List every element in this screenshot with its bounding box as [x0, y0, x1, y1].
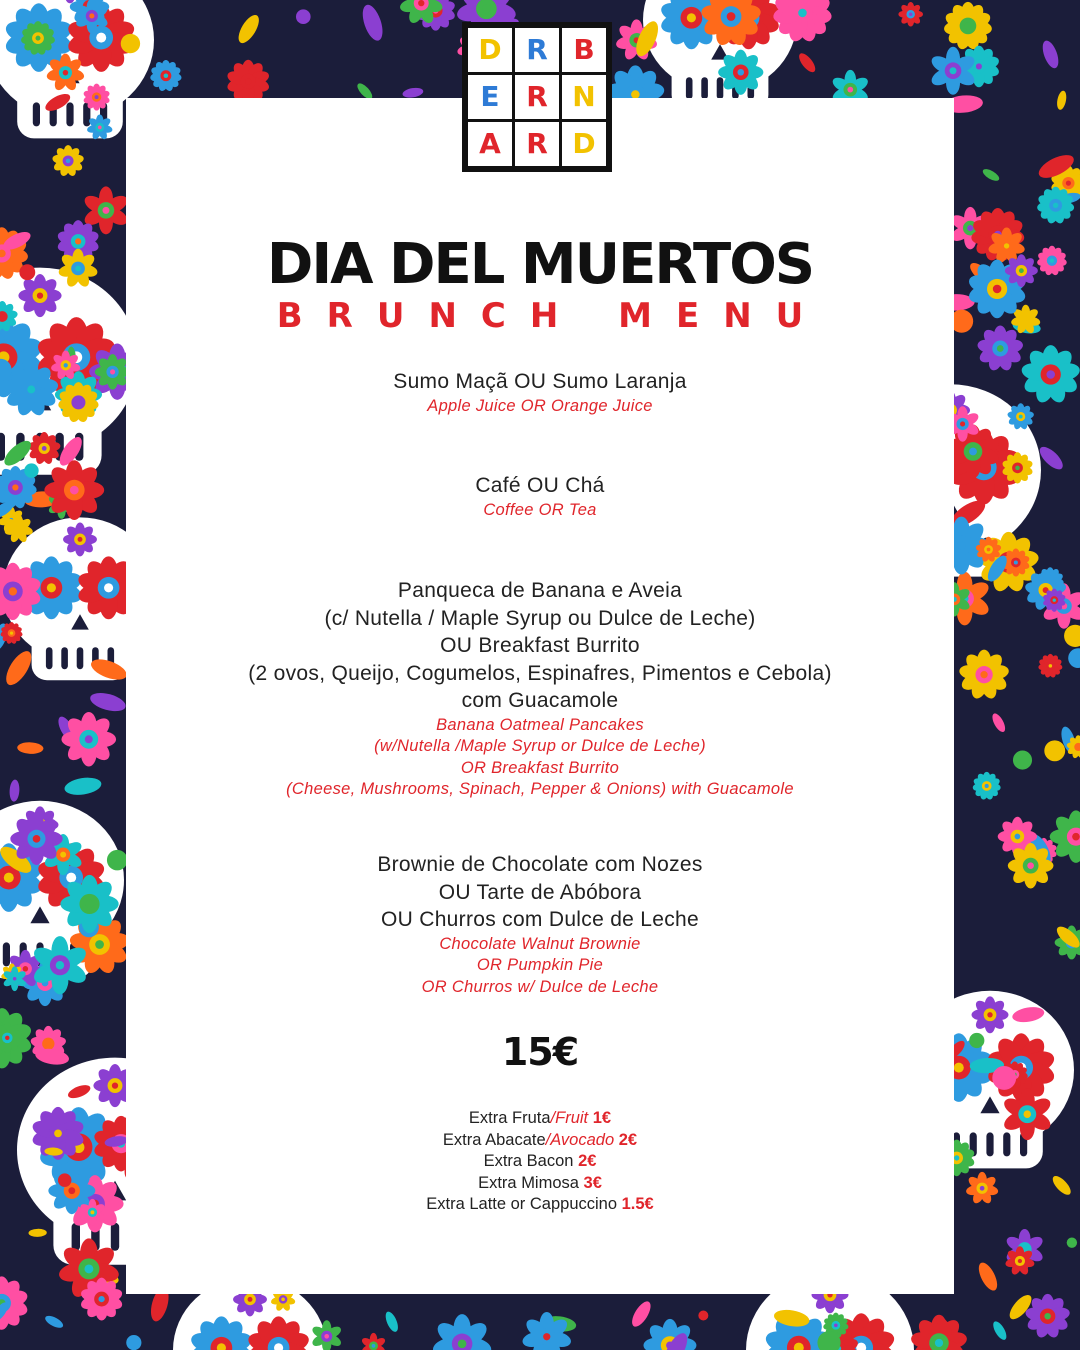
extra-alt: /Fruit — [550, 1109, 589, 1127]
extra-label: Extra Fruta — [468, 1109, 551, 1127]
item-en: OR Breakfast Burrito — [460, 758, 620, 777]
extra-item — [126, 1173, 954, 1195]
extra-label: Extra Latte or Cappuccino — [426, 1195, 618, 1213]
logo-letter: A — [468, 122, 512, 166]
extra-label: Extra Mimosa — [478, 1173, 579, 1192]
item-en: Chocolate Walnut Brownie — [439, 934, 641, 953]
item-en: Coffee OR Tea — [483, 500, 597, 519]
item-pt: Café OU Chá — [475, 474, 605, 497]
item-en: OR Churros w/ Dulce de Leche — [421, 977, 659, 996]
extra-label: Extra Bacon — [483, 1152, 574, 1170]
menu-section-dessert — [126, 851, 954, 998]
extra-price: 2€ — [618, 1130, 638, 1149]
menu-subtitle: BRUNCH MENU — [276, 296, 828, 336]
logo-letter: B — [562, 28, 606, 72]
item-en: (w/Nutella /Maple Syrup or Dulce de Leche) — [374, 737, 706, 755]
extra-item — [126, 1108, 954, 1130]
item-en: (Cheese, Mushrooms, Spinach, Pepper & Onions) with Guacamole — [286, 780, 794, 798]
logo-letter: R — [515, 28, 559, 72]
logo-letter: N — [562, 75, 606, 119]
extra-price: 2€ — [578, 1152, 597, 1170]
item-pt: OU Breakfast Burrito — [440, 634, 640, 657]
item-pt: Sumo Maçã OU Sumo Laranja — [393, 370, 687, 393]
item-en: Banana Oatmeal Pancakes — [436, 715, 644, 734]
extra-price: 1€ — [592, 1109, 612, 1127]
extra-label: Extra Abacate — [442, 1130, 546, 1149]
item-en: Apple Juice OR Orange Juice — [427, 396, 653, 415]
item-pt: OU Churros com Dulce de Leche — [381, 908, 699, 931]
logo-letter: D — [468, 28, 512, 72]
item-pt: Panqueca de Banana e Aveia — [397, 579, 683, 602]
item-pt: OU Tarte de Abóbora — [438, 880, 642, 904]
dr-bernard-logo — [462, 22, 612, 172]
extras-list — [126, 1108, 954, 1216]
extra-item — [126, 1194, 954, 1216]
menu-price: 15€ — [501, 1030, 579, 1074]
logo-letter: R — [515, 75, 559, 119]
menu-section-juice — [126, 368, 954, 417]
logo-letter: D — [562, 122, 606, 166]
item-en: OR Pumpkin Pie — [476, 956, 604, 974]
extra-alt: /Avocado — [545, 1130, 615, 1149]
logo-letter: R — [515, 122, 559, 166]
extra-item — [126, 1151, 954, 1173]
menu-section-main — [126, 577, 954, 801]
extra-item — [126, 1130, 954, 1152]
extra-price: 3€ — [583, 1173, 602, 1192]
item-pt: (c/ Nutella / Maple Syrup ou Dulce de Leche) — [324, 606, 756, 630]
menu-title: DIA DEL MUERTOS — [266, 232, 814, 297]
item-pt: com Guacamole — [461, 689, 619, 712]
extra-price: 1.5€ — [621, 1195, 654, 1213]
logo-letter: E — [468, 75, 512, 119]
menu-section-hot-drink — [126, 472, 954, 521]
item-pt: Brownie de Chocolate com Nozes — [377, 853, 703, 876]
item-pt: (2 ovos, Queijo, Cogumelos, Espinafres, Pimentos e Cebola) — [248, 661, 832, 685]
